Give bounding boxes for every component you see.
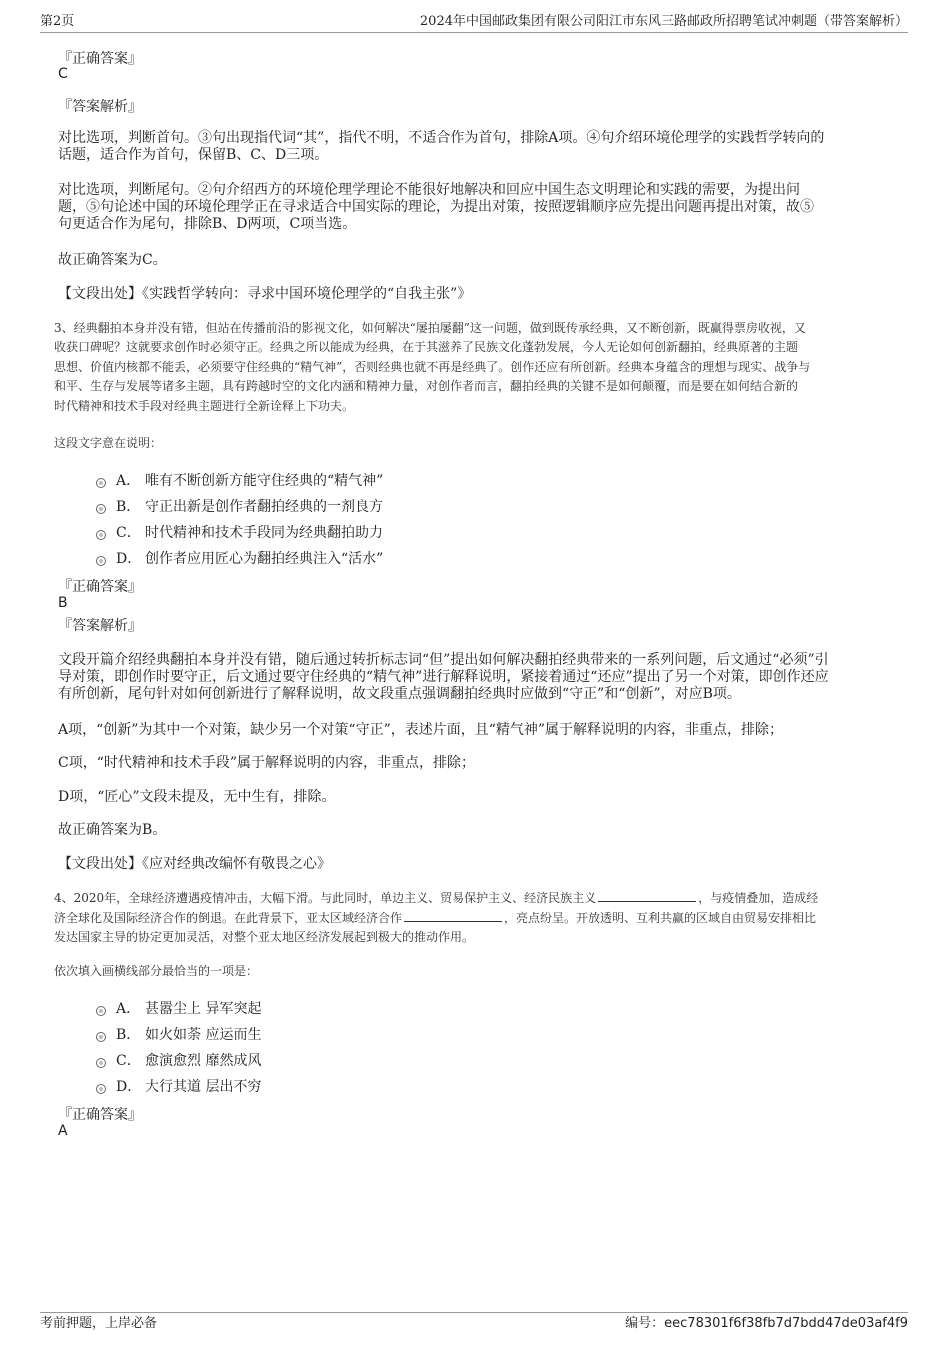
question-stem: 时代精神和技术手段对经典主题进行全新诠释上下功夫。 — [54, 399, 355, 413]
answer-value: A — [58, 1123, 68, 1139]
radio-option-d[interactable] — [96, 556, 106, 566]
option-key: C． — [116, 525, 141, 541]
analysis-text: 句更适合作为尾句，排除B、D两项，C项当选。 — [58, 216, 357, 232]
option-key: B． — [116, 499, 141, 515]
answer-label: 『正确答案』 — [58, 579, 142, 595]
radio-option-b[interactable] — [96, 1032, 106, 1042]
option-text: 甚嚣尘上 异军突起 — [145, 1001, 262, 1017]
question-stem: 济全球化及国际经济合作的倒退。在此背景下，亚太区域经济合作 ，亮点纷呈。开放透明、互利共赢的区域自由贸易安排相比 — [54, 911, 817, 925]
source-text: 【文段出处】《实践哲学转向：寻求中国环境伦理学的“自我主张”》 — [58, 286, 472, 302]
answer-label: 『正确答案』 — [58, 51, 142, 67]
analysis-text: D项，“匠心”文段未提及，无中生有，排除。 — [58, 789, 336, 805]
analysis-text: 导对策，即创作时要守正，后文通过要守住经典的“精气神”进行解释说明，紧接着通过“还应”提出了另一个对策，即创作还应 — [58, 669, 829, 685]
option-text: 创作者应用匠心为翻拍经典注入“活水” — [145, 551, 384, 567]
radio-option-b[interactable] — [96, 504, 106, 514]
radio-option-a[interactable] — [96, 1006, 106, 1016]
radio-option-c[interactable] — [96, 1058, 106, 1068]
footer-slogan: 考前押题，上岸必备 — [40, 1316, 158, 1331]
document-title: 2024年中国邮政集团有限公司阳江市东风三路邮政所招聘笔试冲刺题（带答案解析） — [419, 14, 908, 29]
option-key: A． — [116, 1001, 141, 1017]
analysis-text: 话题，适合作为首句，保留B、C、D三项。 — [58, 147, 329, 163]
analysis-label: 『答案解析』 — [58, 618, 142, 634]
question-prompt: 依次填入画横线部分最恰当的一项是： — [54, 964, 259, 978]
answer-label: 『正确答案』 — [58, 1107, 142, 1123]
page-header — [40, 12, 908, 33]
option-key: D． — [116, 1079, 142, 1095]
fill-blank-1 — [598, 891, 696, 902]
conclusion-text: 故正确答案为B。 — [58, 822, 167, 838]
analysis-text: A项，“创新”为其中一个对策，缺少另一个对策“守正”，表述片面，且“精气神”属于解释说明的内容，非重点，排除； — [58, 722, 784, 738]
page-footer — [40, 1312, 908, 1331]
analysis-label: 『答案解析』 — [58, 99, 142, 115]
radio-option-d[interactable] — [96, 1084, 106, 1094]
question-prompt: 这段文字意在说明： — [54, 436, 163, 450]
fill-blank-2 — [404, 911, 502, 922]
radio-option-a[interactable] — [96, 478, 106, 488]
question-stem: 和平、生存与发展等诸多主题，具有跨越时空的文化内涵和精神力量，对创作者而言，翻拍经典的关键不是如何颠覆，而是要在如何结合新的 — [54, 379, 799, 393]
analysis-text: 对比选项，判断首句。③句出现指代词“其”，指代不明，不适合作为首句，排除A项。④句介绍环境伦理学的实践哲学转向的 — [58, 130, 825, 146]
source-text: 【文段出处】《应对经典改编怀有敬畏之心》 — [58, 856, 331, 872]
option-text: 守正出新是创作者翻拍经典的一剂良方 — [145, 499, 383, 515]
option-text: 大行其道 层出不穷 — [145, 1079, 262, 1095]
option-text: 唯有不断创新方能守住经典的“精气神” — [145, 473, 384, 489]
option-text: 时代精神和技术手段同为经典翻拍助力 — [145, 525, 383, 541]
analysis-text: 有所创新，尾句针对如何创新进行了解释说明，故文段重点强调翻拍经典时应做到“守正”和“创新”，对应B项。 — [58, 686, 741, 702]
conclusion-text: 故正确答案为C。 — [58, 252, 167, 268]
answer-value: B — [58, 595, 68, 611]
option-key: C． — [116, 1053, 141, 1069]
option-text: 如火如荼 应运而生 — [145, 1027, 262, 1043]
analysis-text: 文段开篇介绍经典翻拍本身并没有错，随后通过转折标志词“但”提出如何解决翻拍经典带来的一系列问题，后文通过“必须”引 — [58, 652, 829, 668]
question-stem: 3、经典翻拍本身并没有错，但站在传播前沿的影视文化，如何解决“屡拍屡翻”这一问题，做到既传承经典，又不断创新，既赢得票房收视，又 — [54, 321, 806, 335]
option-key: D． — [116, 551, 142, 567]
document-id: 编号：eec78301f6f38fb7d7bdd47de03af4f9 — [625, 1316, 908, 1331]
option-key: A． — [116, 473, 141, 489]
question-stem: 发达国家主导的协定更加灵活，对整个亚太地区经济发展起到极大的推动作用。 — [54, 930, 475, 944]
question-stem: 收获口碑呢？这就要求创作时必须守正。经典之所以能成为经典，在于其滋养了民族文化蓬勃发展，今人无论如何创新翻拍，经典原著的主题 — [54, 340, 799, 354]
question-stem: 4、2020年，全球经济遭遇疫情冲击，大幅下滑。与此同时，单边主义、贸易保护主义、经济民族主义 ，与疫情叠加，造成经 — [54, 891, 819, 905]
analysis-text: C项，“时代精神和技术手段”属于解释说明的内容，非重点，排除； — [58, 755, 476, 771]
page-number: 第2页 — [40, 14, 75, 29]
option-text: 愈演愈烈 靡然成风 — [145, 1053, 262, 1069]
analysis-text: 题，⑤句论述中国的环境伦理学正在寻求适合中国实际的理论，为提出对策，按照逻辑顺序应先提出问题再提出对策，故⑤ — [58, 199, 814, 215]
analysis-text: 对比选项，判断尾句。②句介绍西方的环境伦理学理论不能很好地解决和回应中国生态文明理论和实践的需要，为提出问 — [58, 182, 800, 198]
radio-option-c[interactable] — [96, 530, 106, 540]
option-key: B． — [116, 1027, 141, 1043]
answer-value: C — [58, 66, 68, 82]
question-stem: 思想、价值内核都不能丢，必须要守住经典的“精气神”，否则经典也就不再是经典了。创作还应有所创新。经典本身蕴含的理想与现实、战争与 — [54, 360, 811, 374]
